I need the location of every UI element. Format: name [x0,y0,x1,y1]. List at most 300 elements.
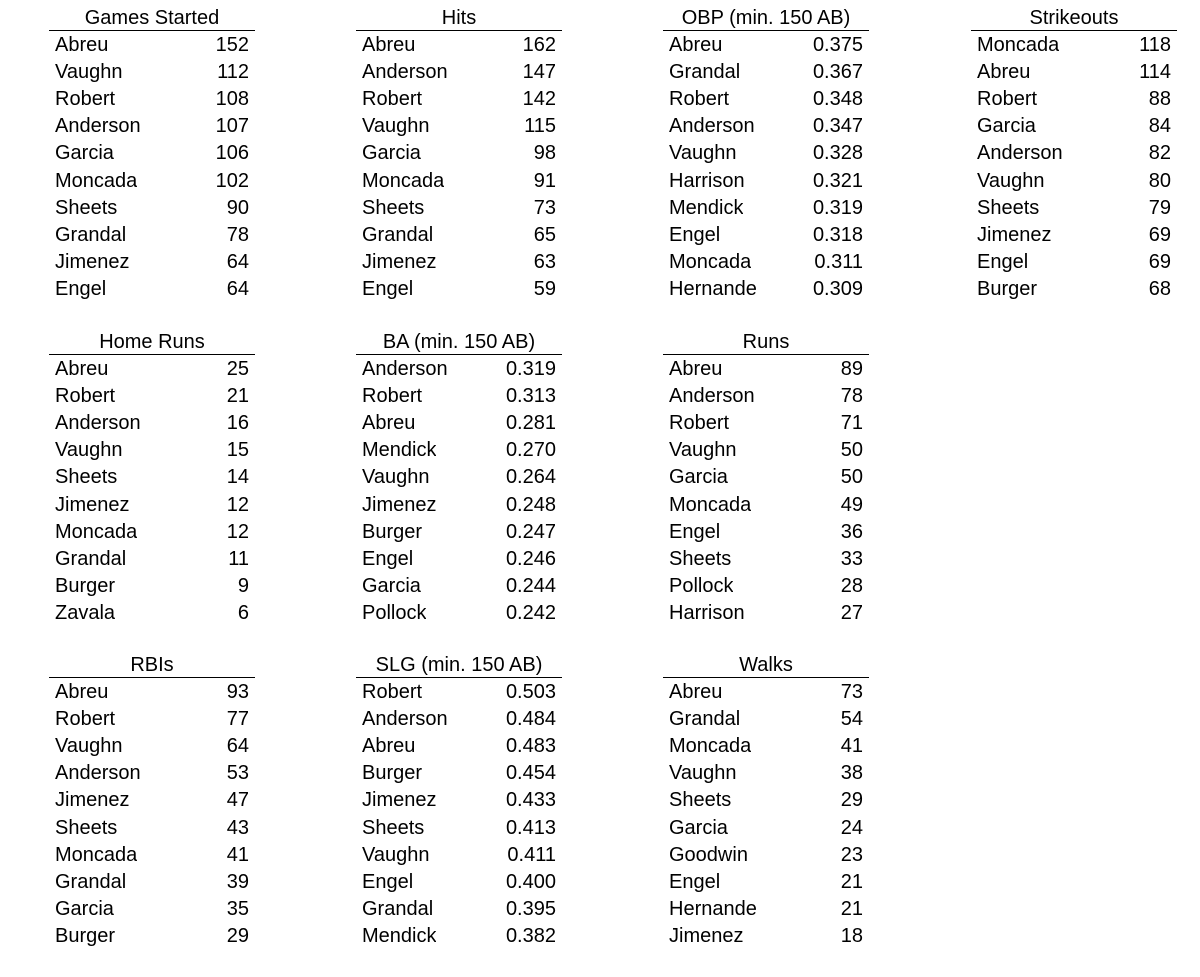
stat-value: 21 [840,897,863,920]
stat-value: 29 [840,789,863,812]
stat-value: 0.503 [505,681,556,704]
table-row [356,896,562,923]
player-name: Anderson [362,358,448,381]
player-name: Engel [669,520,721,543]
table-row [971,222,1177,249]
table-row [356,437,562,464]
stat-value: 0.311 [814,250,863,273]
slg-table [356,653,562,950]
table-row [663,706,869,733]
table-row [663,222,869,249]
table-row [49,491,255,518]
player-name: Jimenez [977,223,1052,246]
table-row [49,706,255,733]
player-name: Robert [362,681,423,704]
player-name: Hernande [669,897,757,920]
stat-value: 93 [226,681,249,704]
table-body [49,678,255,950]
table-row [663,86,869,113]
player-name: Robert [55,708,116,731]
player-name: Grandal [55,547,127,570]
player-name: Vaughn [362,115,430,138]
table-row [663,733,869,760]
player-name: Anderson [977,142,1063,165]
stat-value: 108 [215,88,249,111]
table-row [49,923,255,950]
player-name: Abreu [669,358,723,381]
stat-value: 0.318 [812,223,863,246]
table-row [356,195,562,222]
table-row [663,923,869,950]
table-row [356,760,562,787]
player-name: Jimenez [362,789,437,812]
stat-value: 0.248 [505,493,556,516]
table-row [49,600,255,627]
player-name: Moncada [669,493,752,516]
player-name: Vaughn [55,439,123,462]
table-row [971,32,1177,59]
table-title: Games Started [49,6,255,31]
stat-value: 49 [840,493,863,516]
stat-value: 0.270 [505,439,556,462]
table-row [356,383,562,410]
stat-value: 36 [840,520,863,543]
player-name: Abreu [55,681,109,704]
table-row [356,733,562,760]
hits-table [356,6,562,303]
table-row [49,140,255,167]
player-name: Abreu [55,34,109,57]
table-row [663,195,869,222]
player-name: Robert [55,88,116,111]
player-name: Abreu [669,681,723,704]
player-name: Grandal [669,708,741,731]
stat-value: 24 [840,816,863,839]
table-row [356,706,562,733]
stat-value: 39 [226,870,249,893]
player-name: Robert [362,88,423,111]
stat-value: 115 [524,115,556,138]
stat-value: 0.281 [505,412,556,435]
table-title: Runs [663,330,869,355]
player-name: Engel [362,277,414,300]
table-row [49,814,255,841]
stat-value: 0.264 [505,466,556,489]
table-row [971,195,1177,222]
table-row [49,760,255,787]
player-name: Jimenez [362,250,437,273]
stat-value: 152 [215,34,249,57]
player-name: Mendick [362,439,437,462]
table-row [356,113,562,140]
table-row [663,59,869,86]
table-row [49,546,255,573]
player-name: Burger [362,762,423,785]
player-name: Anderson [669,385,755,408]
table-row [49,167,255,194]
player-name: Grandal [55,870,127,893]
player-name: Vaughn [669,439,737,462]
stat-value: 0.309 [812,277,863,300]
player-name: Jimenez [55,250,130,273]
table-row [49,195,255,222]
player-name: Vaughn [977,169,1045,192]
player-name: Sheets [55,196,118,219]
strikeouts-table [971,6,1177,303]
table-row [356,546,562,573]
ba-table [356,330,562,627]
table-row [49,249,255,276]
table-row [356,842,562,869]
table-row [49,410,255,437]
player-name: Burger [55,574,116,597]
player-name: Abreu [55,358,109,381]
table-row [663,896,869,923]
table-row [356,869,562,896]
table-row [49,437,255,464]
player-name: Harrison [669,169,745,192]
table-body [49,355,255,627]
table-body [971,31,1177,303]
stat-value: 21 [226,385,249,408]
player-name: Abreu [362,34,416,57]
stat-value: 73 [533,196,556,219]
stat-value: 50 [840,466,863,489]
stat-value: 0.313 [505,385,556,408]
player-name: Engel [977,250,1029,273]
table-row [356,276,562,303]
table-row [356,814,562,841]
walks-table [663,653,869,950]
stat-value: 25 [226,358,249,381]
table-row [663,276,869,303]
table-row [663,383,869,410]
stat-value: 27 [840,601,863,624]
player-name: Engel [55,277,107,300]
player-name: Garcia [55,142,114,165]
stat-value: 106 [215,142,249,165]
stat-value: 12 [226,493,249,516]
stat-value: 41 [840,735,863,758]
table-row [971,249,1177,276]
player-name: Vaughn [669,142,737,165]
stat-value: 118 [1139,34,1171,57]
table-row [971,113,1177,140]
table-row [356,249,562,276]
stat-value: 41 [226,843,249,866]
stat-value: 0.244 [505,574,556,597]
stat-value: 0.319 [812,196,863,219]
stat-value: 112 [217,61,249,84]
table-row [356,600,562,627]
table-row [663,356,869,383]
stat-value: 107 [215,115,249,138]
table-row [356,787,562,814]
player-name: Moncada [55,520,138,543]
table-title: RBIs [49,653,255,678]
player-name: Garcia [669,466,728,489]
stat-value: 47 [226,789,249,812]
table-title: Hits [356,6,562,31]
stat-value: 0.367 [812,61,863,84]
table-title: SLG (min. 150 AB) [356,653,562,678]
stat-value: 102 [215,169,249,192]
table-row [356,923,562,950]
player-name: Jimenez [362,493,437,516]
player-name: Anderson [362,708,448,731]
table-row [356,222,562,249]
home-runs-table [49,330,255,627]
player-name: Hernande [669,277,757,300]
player-name: Jimenez [55,789,130,812]
stat-value: 23 [840,843,863,866]
stat-value: 91 [533,169,556,192]
table-row [49,787,255,814]
stat-value: 69 [1148,223,1171,246]
stat-value: 11 [228,547,249,570]
table-row [49,276,255,303]
table-row [356,410,562,437]
table-title: Walks [663,653,869,678]
table-row [971,86,1177,113]
player-name: Vaughn [55,735,123,758]
stat-value: 69 [1148,250,1171,273]
stat-value: 0.433 [505,789,556,812]
player-name: Garcia [977,115,1036,138]
table-body [663,678,869,950]
player-name: Anderson [55,762,141,785]
stat-value: 73 [840,681,863,704]
table-row [49,32,255,59]
player-name: Burger [977,277,1038,300]
table-row [663,113,869,140]
table-row [49,519,255,546]
player-name: Robert [669,412,730,435]
table-body [663,31,869,303]
stat-value: 14 [226,466,249,489]
player-name: Grandal [362,223,434,246]
player-name: Sheets [55,816,118,839]
player-name: Sheets [55,466,118,489]
stat-value: 0.247 [505,520,556,543]
table-row [49,86,255,113]
table-row [49,59,255,86]
stat-value: 0.328 [812,142,863,165]
table-row [663,519,869,546]
table-row [356,679,562,706]
table-row [663,842,869,869]
player-name: Pollock [669,574,734,597]
player-name: Mendick [362,924,437,947]
stat-value: 28 [840,574,863,597]
player-name: Robert [669,88,730,111]
table-title: OBP (min. 150 AB) [663,6,869,31]
table-row [49,113,255,140]
player-name: Vaughn [669,762,737,785]
stat-value: 114 [1139,61,1171,84]
table-row [663,491,869,518]
stat-value: 84 [1148,115,1171,138]
table-row [49,869,255,896]
table-body [356,678,562,950]
table-row [356,167,562,194]
player-name: Vaughn [362,843,430,866]
stat-value: 68 [1148,277,1171,300]
stat-value: 77 [226,708,249,731]
table-title: BA (min. 150 AB) [356,330,562,355]
stat-value: 78 [226,223,249,246]
stat-value: 0.395 [505,897,556,920]
table-row [49,733,255,760]
player-name: Anderson [669,115,755,138]
stat-value: 29 [226,924,249,947]
player-name: Moncada [669,735,752,758]
stat-value: 98 [533,142,556,165]
table-row [49,464,255,491]
runs-table [663,330,869,627]
stat-value: 0.348 [812,88,863,111]
table-row [971,167,1177,194]
player-name: Burger [362,520,423,543]
stat-value: 21 [840,870,863,893]
player-name: Moncada [362,169,445,192]
table-row [663,167,869,194]
table-row [663,437,869,464]
table-row [356,32,562,59]
stat-value: 0.484 [505,708,556,731]
table-row [663,869,869,896]
player-name: Moncada [669,250,752,273]
stat-value: 89 [840,358,863,381]
table-row [663,140,869,167]
table-row [663,546,869,573]
table-row [356,356,562,383]
table-row [663,573,869,600]
stat-value: 15 [226,439,249,462]
stat-value: 64 [226,250,249,273]
table-row [356,519,562,546]
player-name: Anderson [362,61,448,84]
player-name: Vaughn [362,466,430,489]
player-name: Anderson [55,115,141,138]
table-row [356,59,562,86]
player-name: Sheets [669,547,732,570]
player-name: Engel [362,547,414,570]
table-body [663,355,869,627]
player-name: Engel [669,870,721,893]
player-name: Garcia [669,816,728,839]
stat-value: 147 [522,61,556,84]
table-row [663,600,869,627]
player-name: Harrison [669,601,745,624]
table-row [971,140,1177,167]
stat-value: 162 [522,34,556,57]
table-row [663,787,869,814]
table-row [356,573,562,600]
stat-value: 0.347 [812,115,863,138]
player-name: Abreu [362,412,416,435]
table-body [49,31,255,303]
table-row [49,222,255,249]
stat-value: 9 [237,574,249,597]
table-row [663,249,869,276]
stat-value: 6 [237,601,249,624]
stat-value: 80 [1148,169,1171,192]
table-row [356,140,562,167]
stat-value: 16 [226,412,249,435]
player-name: Robert [362,385,423,408]
stat-value: 78 [840,385,863,408]
player-name: Sheets [362,816,425,839]
player-name: Grandal [55,223,127,246]
stat-value: 64 [226,735,249,758]
stat-value: 38 [840,762,863,785]
obp-table [663,6,869,303]
stat-value: 35 [226,897,249,920]
rbis-table [49,653,255,950]
player-name: Abreu [362,735,416,758]
stat-value: 0.400 [505,870,556,893]
stat-value: 90 [226,196,249,219]
stat-value: 33 [840,547,863,570]
player-name: Engel [669,223,721,246]
player-name: Robert [977,88,1038,111]
table-row [663,410,869,437]
table-row [663,814,869,841]
stat-value: 12 [226,520,249,543]
player-name: Anderson [55,412,141,435]
table-row [971,59,1177,86]
stat-value: 71 [840,412,863,435]
stat-value: 18 [840,924,863,947]
player-name: Jimenez [55,493,130,516]
player-name: Garcia [362,574,421,597]
player-name: Moncada [55,843,138,866]
player-name: Zavala [55,601,116,624]
stat-value: 142 [522,88,556,111]
player-name: Moncada [977,34,1060,57]
player-name: Grandal [362,897,434,920]
stat-value: 0.242 [505,601,556,624]
table-row [663,464,869,491]
table-row [49,679,255,706]
table-row [663,760,869,787]
stat-value: 0.319 [505,358,556,381]
stat-value: 0.382 [505,924,556,947]
table-row [356,464,562,491]
stat-value: 0.483 [505,735,556,758]
player-name: Vaughn [55,61,123,84]
stat-value: 79 [1148,196,1171,219]
player-name: Sheets [669,789,732,812]
player-name: Goodwin [669,843,748,866]
stat-value: 53 [226,762,249,785]
stat-value: 0.411 [507,843,556,866]
table-title: Home Runs [49,330,255,355]
player-name: Engel [362,870,414,893]
stat-value: 0.321 [812,169,863,192]
stat-value: 54 [840,708,863,731]
table-row [663,679,869,706]
stat-value: 50 [840,439,863,462]
stat-value: 64 [226,277,249,300]
stat-value: 0.454 [505,762,556,785]
table-body [356,355,562,627]
stat-value: 0.375 [812,34,863,57]
games-started-table [49,6,255,303]
player-name: Grandal [669,61,741,84]
player-name: Pollock [362,601,427,624]
